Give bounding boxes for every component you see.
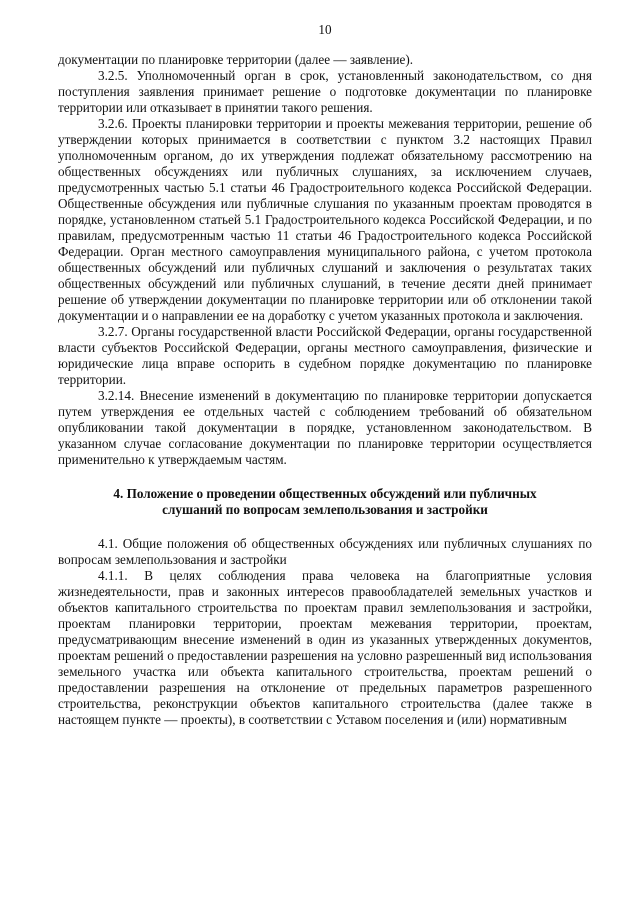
text-block-after	[58, 536, 592, 728]
paragraph: документации по планировке территории (далее — заявление).	[58, 52, 414, 67]
section-heading: 4. Положение о проведении общественных обсуждений или публичных слушаний по вопросам землепользования и застройки	[113, 486, 537, 517]
paragraph-3-2-14: 3.2.14. Внесение изменений в документацию по планировке территории допускается путем утверждения ее отдельных частей с соблюдением требований об обязательном опубликовании такой документации в порядке, установленном законодательством. В указанном случае согласование документации по планировке территории осуществляется применительно к утверждаемым частям.	[58, 388, 592, 467]
paragraph-4-1-1: 4.1.1. В целях соблюдения права человека на благоприятные условия жизнедеятельности, прав и законных интересов правообладателей земельных участков и объектов капитального строительства по проектам правил землепользования и застройки, проектам планировки территории, проектам межевания территории, проектам, предусматривающим внесение изменений в один из указанных утвержденных документов, проектам решений о предоставлении разрешения на условно разрешенный вид использования земельного участка или объекта капитального строительства, проектам решений о предоставлении разрешения на отклонение от предельных параметров разрешенного строительства, реконструкции объектов капитального строительства (далее также в настоящем пункте — проекты), в соответствии с Уставом поселения и (или) нормативным	[58, 568, 592, 727]
page-number: 10	[318, 22, 332, 37]
paragraph-3-2-5: 3.2.5. Уполномоченный орган в срок, установленный законодательством, со дня поступления заявления принимает решение о подготовке документации по планировке территории или отказывает в принятии такого решения.	[58, 68, 592, 115]
paragraph-3-2-7: 3.2.7. Органы государственной власти Российской Федерации, органы государственной власти субъектов Российской Федерации, органы местного самоуправления, физические и юридические лица вправе оспорить в судебном порядке документацию по планировке территории.	[58, 324, 592, 387]
paragraph-4-1: 4.1. Общие положения об общественных обсуждениях или публичных слушаниях по вопросам землепользования и застройки	[58, 536, 592, 567]
paragraph-3-2-6: 3.2.6. Проекты планировки территории и проекты межевания территории, решение об утверждении которых принимается в соответствии с пунктом 3.2 настоящих Правил уполномоченным органом, до их утверждения подлежат обязательному рассмотрению на общественных обсуждениях или публичных слушаниях, за исключением случаев, предусмотренных частью 5.1 статьи 46 Градостроительного кодекса Российской Федерации. Общественные обсуждения или публичные слушания по указанным проектам проводятся в порядке, установленном статьей 5.1 Градостроительного кодекса Российской Федерации, и по правилам, предусмотренным частью 11 статьи 46 Градостроительного кодекса Российской Федерации. Орган местного самоуправления муниципального района, с учетом протокола общественных обсуждений или публичных слушаний и заключения о результатах таких общественных обсуждений или публичных слушаний, в течение десяти дней принимает решение об утверждении документации по планировке территории или об отклонении такой документации и о направлении ее на доработку с учетом указанных протокола и заключения.	[58, 116, 592, 323]
text-block-before	[58, 52, 592, 468]
